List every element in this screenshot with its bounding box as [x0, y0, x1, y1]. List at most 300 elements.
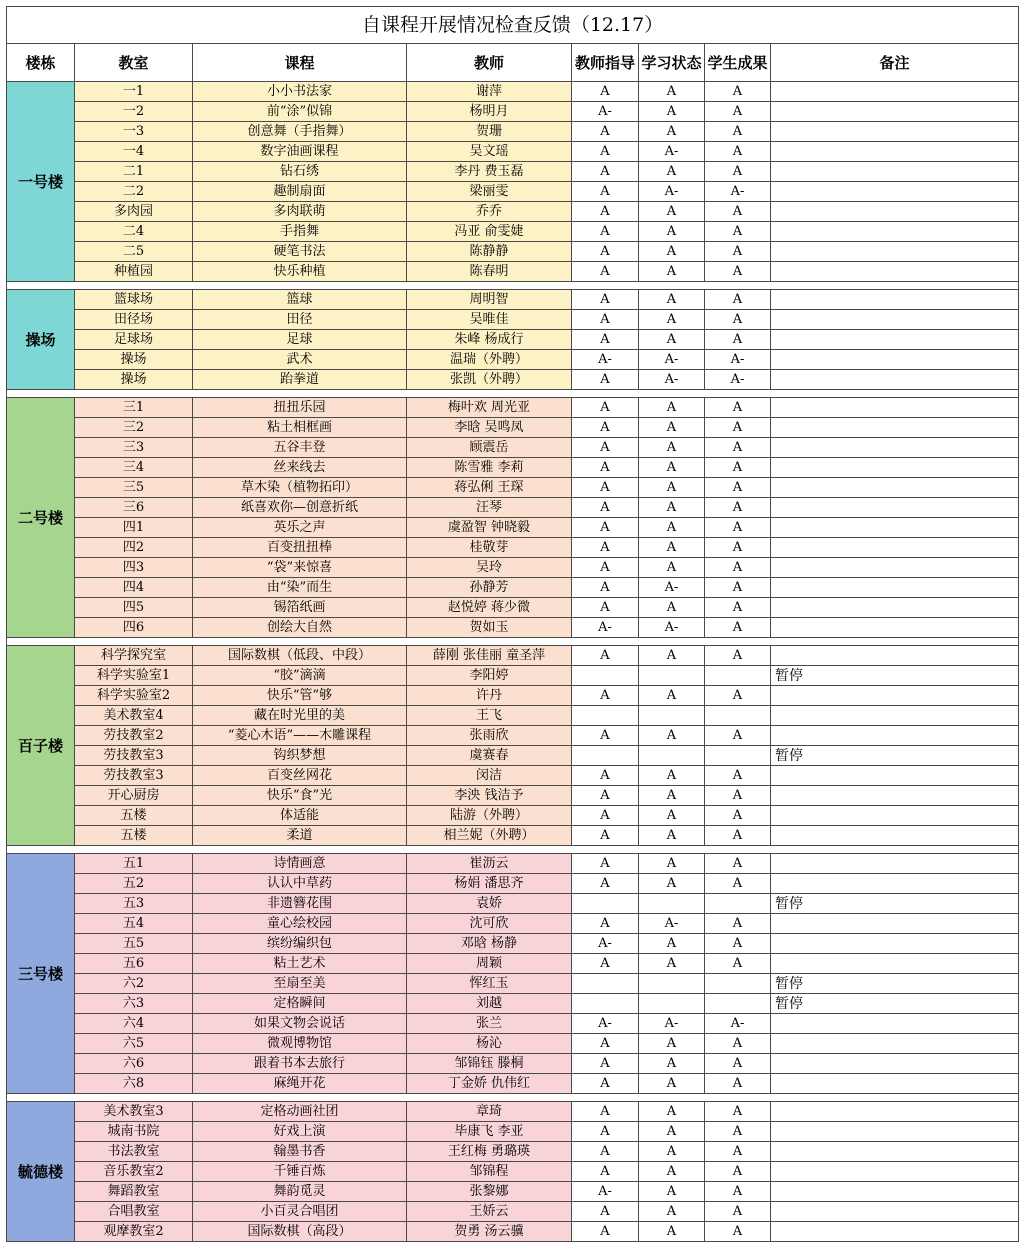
table-row — [7, 418, 1019, 438]
remark-cell: 暂停 — [771, 974, 1019, 994]
guidance-grade: A — [572, 310, 639, 330]
room-cell: 五2 — [75, 874, 193, 894]
result-grade: A — [705, 242, 771, 262]
result-grade: A — [705, 82, 771, 102]
room-cell: 六8 — [75, 1074, 193, 1094]
state-grade: A — [639, 262, 705, 282]
remark-cell — [771, 934, 1019, 954]
room-cell: 五1 — [75, 854, 193, 874]
course-cell: 英乐之声 — [193, 518, 407, 538]
course-cell: 定格动画社团 — [193, 1102, 407, 1122]
teacher-cell: 蒋弘俐 王琛 — [407, 478, 572, 498]
course-cell: 千锤百炼 — [193, 1162, 407, 1182]
guidance-grade: A — [572, 786, 639, 806]
teacher-cell: 汪琴 — [407, 498, 572, 518]
course-cell: 麻绳开花 — [193, 1074, 407, 1094]
state-grade — [639, 746, 705, 766]
course-cell: 定格瞬间 — [193, 994, 407, 1014]
course-cell: 柔道 — [193, 826, 407, 846]
teacher-cell: 许丹 — [407, 686, 572, 706]
teacher-cell: 杨娟 潘思齐 — [407, 874, 572, 894]
table-row — [7, 1074, 1019, 1094]
header-course: 课程 — [193, 44, 407, 82]
guidance-grade: A- — [572, 618, 639, 638]
state-grade: A — [639, 646, 705, 666]
building-cell: 三号楼 — [7, 854, 75, 1094]
teacher-cell: 贺勇 汤云骥 — [407, 1222, 572, 1242]
guidance-grade: A — [572, 686, 639, 706]
state-grade: A — [639, 806, 705, 826]
guidance-grade: A — [572, 262, 639, 282]
course-cell: 翰墨书香 — [193, 1142, 407, 1162]
remark-cell — [771, 538, 1019, 558]
teacher-cell: 周明智 — [407, 290, 572, 310]
result-grade: A — [705, 726, 771, 746]
teacher-cell: 梁丽雯 — [407, 182, 572, 202]
header-result: 学生成果 — [705, 44, 771, 82]
remark-cell — [771, 498, 1019, 518]
guidance-grade: A — [572, 1222, 639, 1242]
remark-cell — [771, 1122, 1019, 1142]
guidance-grade: A — [572, 854, 639, 874]
teacher-cell: 谢萍 — [407, 82, 572, 102]
table-row — [7, 854, 1019, 874]
teacher-cell: 薛刚 张佳丽 童圣萍 — [407, 646, 572, 666]
room-cell: 合唱教室 — [75, 1202, 193, 1222]
result-grade: A — [705, 806, 771, 826]
table-row — [7, 242, 1019, 262]
room-cell: 多肉园 — [75, 202, 193, 222]
teacher-cell: 贺如玉 — [407, 618, 572, 638]
result-grade — [705, 894, 771, 914]
course-cell: 多肉联萌 — [193, 202, 407, 222]
teacher-cell: 周颖 — [407, 954, 572, 974]
header-guidance: 教师指导 — [572, 44, 639, 82]
guidance-grade — [572, 706, 639, 726]
teacher-cell: 朱峰 杨成行 — [407, 330, 572, 350]
teacher-cell: 虞盈智 钟晓毅 — [407, 518, 572, 538]
room-cell: 六3 — [75, 994, 193, 1014]
result-grade: A — [705, 418, 771, 438]
state-grade: A — [639, 726, 705, 746]
state-grade: A — [639, 438, 705, 458]
remark-cell — [771, 954, 1019, 974]
teacher-cell: 章琦 — [407, 1102, 572, 1122]
group-spacer — [7, 390, 1019, 398]
teacher-cell: 陈春明 — [407, 262, 572, 282]
result-grade: A — [705, 766, 771, 786]
table-row — [7, 310, 1019, 330]
guidance-grade: A — [572, 438, 639, 458]
result-grade: A — [705, 1054, 771, 1074]
state-grade: A — [639, 498, 705, 518]
teacher-cell: 吴文瑶 — [407, 142, 572, 162]
result-grade: A — [705, 618, 771, 638]
course-cell: 快乐“食”光 — [193, 786, 407, 806]
course-cell: 钩织梦想 — [193, 746, 407, 766]
room-cell: 操场 — [75, 350, 193, 370]
course-cell: 硬笔书法 — [193, 242, 407, 262]
room-cell: 开心厨房 — [75, 786, 193, 806]
remark-cell — [771, 1014, 1019, 1034]
room-cell: 四1 — [75, 518, 193, 538]
spacer-cell — [7, 846, 1019, 854]
table-row — [7, 222, 1019, 242]
header-teacher: 教师 — [407, 44, 572, 82]
teacher-cell: 邹锦程 — [407, 1162, 572, 1182]
state-grade: A — [639, 598, 705, 618]
state-grade: A — [639, 1034, 705, 1054]
table-row — [7, 438, 1019, 458]
state-grade: A — [639, 766, 705, 786]
guidance-grade: A — [572, 1074, 639, 1094]
room-cell: 五3 — [75, 894, 193, 914]
room-cell: 劳技教室2 — [75, 726, 193, 746]
state-grade: A — [639, 686, 705, 706]
room-cell: 劳技教室3 — [75, 746, 193, 766]
table-row — [7, 646, 1019, 666]
remark-cell — [771, 1054, 1019, 1074]
table-row — [7, 578, 1019, 598]
course-cell: “胶”滴滴 — [193, 666, 407, 686]
guidance-grade: A — [572, 182, 639, 202]
course-cell: 跟着书本去旅行 — [193, 1054, 407, 1074]
state-grade: A — [639, 418, 705, 438]
result-grade: A — [705, 558, 771, 578]
table-row — [7, 618, 1019, 638]
course-cell: 趣制扇面 — [193, 182, 407, 202]
table-row — [7, 934, 1019, 954]
table-row — [7, 914, 1019, 934]
course-cell: 跆拳道 — [193, 370, 407, 390]
state-grade — [639, 994, 705, 1014]
remark-cell — [771, 706, 1019, 726]
room-cell: 一4 — [75, 142, 193, 162]
result-grade: A — [705, 162, 771, 182]
table-row — [7, 82, 1019, 102]
result-grade: A — [705, 954, 771, 974]
remark-cell — [771, 874, 1019, 894]
state-grade: A — [639, 1202, 705, 1222]
guidance-grade: A — [572, 914, 639, 934]
room-cell: 五楼 — [75, 826, 193, 846]
room-cell: 科学实验室2 — [75, 686, 193, 706]
result-grade: A — [705, 578, 771, 598]
room-cell: 篮球场 — [75, 290, 193, 310]
remark-cell — [771, 646, 1019, 666]
guidance-grade: A — [572, 370, 639, 390]
result-grade: A — [705, 1034, 771, 1054]
table-row — [7, 458, 1019, 478]
result-grade: A — [705, 142, 771, 162]
guidance-grade: A — [572, 290, 639, 310]
remark-cell — [771, 578, 1019, 598]
room-cell: 六5 — [75, 1034, 193, 1054]
result-grade — [705, 666, 771, 686]
remark-cell — [771, 418, 1019, 438]
guidance-grade: A — [572, 954, 639, 974]
result-grade — [705, 974, 771, 994]
room-cell: 二2 — [75, 182, 193, 202]
remark-cell — [771, 766, 1019, 786]
room-cell: 六6 — [75, 1054, 193, 1074]
remark-cell — [771, 1202, 1019, 1222]
group-spacer — [7, 282, 1019, 290]
course-cell: 武术 — [193, 350, 407, 370]
table-row — [7, 1202, 1019, 1222]
course-cell: 舞韵觅灵 — [193, 1182, 407, 1202]
state-grade: A — [639, 826, 705, 846]
course-cell: 百变扭扭棒 — [193, 538, 407, 558]
teacher-cell: 顾震岳 — [407, 438, 572, 458]
table-row — [7, 102, 1019, 122]
course-cell: 小百灵合唱团 — [193, 1202, 407, 1222]
result-grade: A — [705, 202, 771, 222]
teacher-cell: 李丹 费玉磊 — [407, 162, 572, 182]
spacer-cell — [7, 390, 1019, 398]
course-cell: 快乐种植 — [193, 262, 407, 282]
room-cell: 书法教室 — [75, 1142, 193, 1162]
state-grade: A — [639, 1162, 705, 1182]
teacher-cell: 恽红玉 — [407, 974, 572, 994]
result-grade: A — [705, 826, 771, 846]
state-grade: A — [639, 1222, 705, 1242]
remark-cell: 暂停 — [771, 994, 1019, 1014]
guidance-grade: A — [572, 1202, 639, 1222]
course-cell: 创意舞（手指舞） — [193, 122, 407, 142]
state-grade: A — [639, 1122, 705, 1142]
teacher-cell: 陈静静 — [407, 242, 572, 262]
result-grade — [705, 994, 771, 1014]
table-row — [7, 518, 1019, 538]
result-grade: A — [705, 1202, 771, 1222]
guidance-grade: A — [572, 598, 639, 618]
course-cell: 纸喜欢你—创意折纸 — [193, 498, 407, 518]
state-grade: A — [639, 1074, 705, 1094]
room-cell: 五6 — [75, 954, 193, 974]
room-cell: 科学实验室1 — [75, 666, 193, 686]
teacher-cell: 虞赛春 — [407, 746, 572, 766]
guidance-grade: A — [572, 1102, 639, 1122]
state-grade — [639, 706, 705, 726]
building-cell: 一号楼 — [7, 82, 75, 282]
state-grade: A — [639, 1054, 705, 1074]
remark-cell: 暂停 — [771, 746, 1019, 766]
table-row — [7, 1142, 1019, 1162]
guidance-grade: A — [572, 222, 639, 242]
remark-cell — [771, 1162, 1019, 1182]
teacher-cell: 闵洁 — [407, 766, 572, 786]
teacher-cell: 赵悦婷 蒋少微 — [407, 598, 572, 618]
result-grade: A — [705, 874, 771, 894]
room-cell: 劳技教室3 — [75, 766, 193, 786]
table-row — [7, 1014, 1019, 1034]
course-cell: 认认中草药 — [193, 874, 407, 894]
room-cell: 美术教室4 — [75, 706, 193, 726]
remark-cell — [771, 1182, 1019, 1202]
state-grade: A — [639, 538, 705, 558]
state-grade: A — [639, 786, 705, 806]
state-grade: A- — [639, 1014, 705, 1034]
result-grade: A — [705, 1142, 771, 1162]
table-row — [7, 954, 1019, 974]
course-cell: 百变丝网花 — [193, 766, 407, 786]
teacher-cell: 梅叶欢 周光亚 — [407, 398, 572, 418]
course-cell: 小小书法家 — [193, 82, 407, 102]
teacher-cell: 乔乔 — [407, 202, 572, 222]
table-row — [7, 370, 1019, 390]
guidance-grade: A- — [572, 1182, 639, 1202]
state-grade: A — [639, 478, 705, 498]
teacher-cell: 张兰 — [407, 1014, 572, 1034]
table-row — [7, 686, 1019, 706]
table-row — [7, 726, 1019, 746]
teacher-cell: 贺珊 — [407, 122, 572, 142]
inspection-sheet — [6, 6, 1019, 1242]
result-grade: A — [705, 518, 771, 538]
guidance-grade: A — [572, 1162, 639, 1182]
header-building: 楼栋 — [7, 44, 75, 82]
room-cell: 舞蹈教室 — [75, 1182, 193, 1202]
title-row — [7, 7, 1019, 44]
result-grade: A — [705, 646, 771, 666]
remark-cell — [771, 1142, 1019, 1162]
remark-cell — [771, 222, 1019, 242]
result-grade: A — [705, 102, 771, 122]
result-grade: A — [705, 310, 771, 330]
table-row — [7, 1162, 1019, 1182]
result-grade: A — [705, 1102, 771, 1122]
guidance-grade: A — [572, 82, 639, 102]
teacher-cell: 张雨欣 — [407, 726, 572, 746]
remark-cell — [771, 122, 1019, 142]
result-grade: A — [705, 786, 771, 806]
table-row — [7, 706, 1019, 726]
state-grade: A — [639, 82, 705, 102]
state-grade: A — [639, 122, 705, 142]
room-cell: 三1 — [75, 398, 193, 418]
room-cell: 三3 — [75, 438, 193, 458]
room-cell: 四3 — [75, 558, 193, 578]
state-grade: A — [639, 330, 705, 350]
building-cell: 二号楼 — [7, 398, 75, 638]
table-row — [7, 398, 1019, 418]
result-grade: A — [705, 854, 771, 874]
spacer-cell — [7, 638, 1019, 646]
guidance-grade: A — [572, 874, 639, 894]
guidance-grade — [572, 894, 639, 914]
sheet-title: 自课程开展情况检查反馈（12.17） — [7, 7, 1019, 44]
result-grade: A- — [705, 350, 771, 370]
guidance-grade: A — [572, 142, 639, 162]
teacher-cell: 温瑞（外聘） — [407, 350, 572, 370]
result-grade: A- — [705, 182, 771, 202]
teacher-cell: 吴唯佳 — [407, 310, 572, 330]
state-grade: A — [639, 854, 705, 874]
teacher-cell: 王红梅 勇璐瑛 — [407, 1142, 572, 1162]
table-row — [7, 162, 1019, 182]
remark-cell — [771, 350, 1019, 370]
building-cell: 百子楼 — [7, 646, 75, 846]
state-grade: A — [639, 290, 705, 310]
result-grade: A — [705, 914, 771, 934]
room-cell: 观摩教室2 — [75, 1222, 193, 1242]
room-cell: 二5 — [75, 242, 193, 262]
teacher-cell: 孙静芳 — [407, 578, 572, 598]
state-grade: A- — [639, 350, 705, 370]
room-cell: 三6 — [75, 498, 193, 518]
remark-cell — [771, 726, 1019, 746]
state-grade — [639, 894, 705, 914]
remark-cell — [771, 598, 1019, 618]
remark-cell — [771, 686, 1019, 706]
guidance-grade: A — [572, 162, 639, 182]
table-row — [7, 806, 1019, 826]
guidance-grade: A — [572, 558, 639, 578]
course-cell: 好戏上演 — [193, 1122, 407, 1142]
teacher-cell: 李晗 吴鸣凤 — [407, 418, 572, 438]
table-row — [7, 1102, 1019, 1122]
state-grade — [639, 974, 705, 994]
result-grade: A — [705, 398, 771, 418]
guidance-grade: A — [572, 646, 639, 666]
guidance-grade: A — [572, 330, 639, 350]
course-cell: 丝来线去 — [193, 458, 407, 478]
table-row — [7, 262, 1019, 282]
remark-cell — [771, 1074, 1019, 1094]
state-grade: A- — [639, 182, 705, 202]
course-cell: 至扇至美 — [193, 974, 407, 994]
room-cell: 五楼 — [75, 806, 193, 826]
room-cell: 一2 — [75, 102, 193, 122]
teacher-cell: 杨沁 — [407, 1034, 572, 1054]
remark-cell — [771, 854, 1019, 874]
course-cell: “菱心木语”——木雕课程 — [193, 726, 407, 746]
remark-cell — [771, 102, 1019, 122]
guidance-grade: A — [572, 498, 639, 518]
teacher-cell: 冯亚 俞雯婕 — [407, 222, 572, 242]
guidance-grade: A- — [572, 350, 639, 370]
table-row — [7, 182, 1019, 202]
teacher-cell: 李阳婷 — [407, 666, 572, 686]
table-row — [7, 598, 1019, 618]
room-cell: 美术教室3 — [75, 1102, 193, 1122]
state-grade: A- — [639, 370, 705, 390]
guidance-grade: A — [572, 418, 639, 438]
table-row — [7, 1034, 1019, 1054]
course-cell: 手指舞 — [193, 222, 407, 242]
room-cell: 四4 — [75, 578, 193, 598]
table-row — [7, 122, 1019, 142]
remark-cell — [771, 438, 1019, 458]
building-cell: 毓德楼 — [7, 1102, 75, 1242]
room-cell: 科学探究室 — [75, 646, 193, 666]
header-remark: 备注 — [771, 44, 1019, 82]
table-row — [7, 1182, 1019, 1202]
remark-cell — [771, 370, 1019, 390]
course-cell: 锡箔纸画 — [193, 598, 407, 618]
state-grade — [639, 666, 705, 686]
result-grade: A — [705, 538, 771, 558]
room-cell: 音乐教室2 — [75, 1162, 193, 1182]
course-cell: “袋”来惊喜 — [193, 558, 407, 578]
result-grade: A — [705, 330, 771, 350]
spacer-cell — [7, 1094, 1019, 1102]
course-cell: 童心绘校园 — [193, 914, 407, 934]
guidance-grade: A — [572, 578, 639, 598]
remark-cell — [771, 310, 1019, 330]
result-grade: A — [705, 262, 771, 282]
